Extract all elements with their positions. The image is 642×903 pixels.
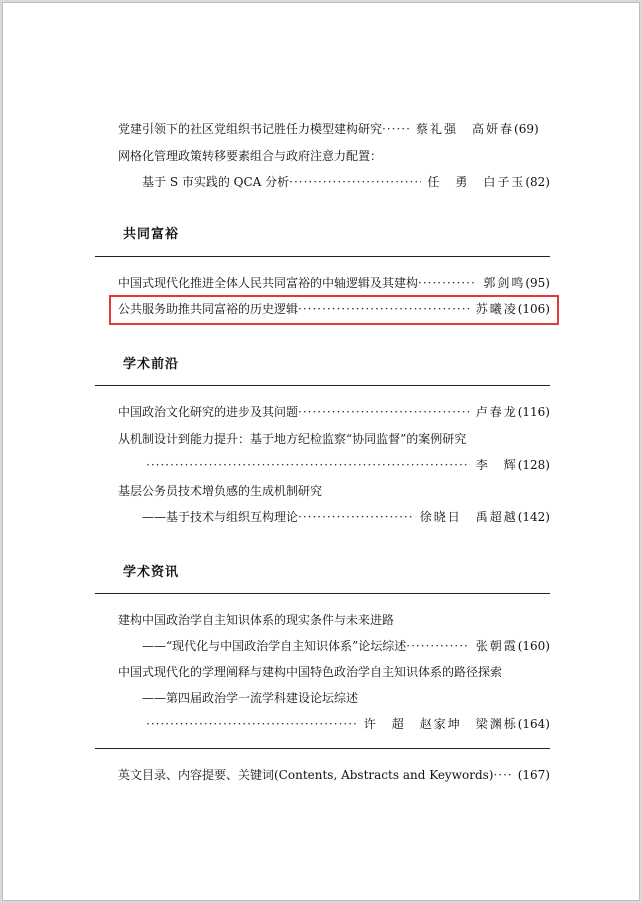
entry-authors: 张朝霞 (475, 639, 518, 653)
leader-dots (298, 404, 470, 420)
highlight-box (109, 295, 559, 325)
entry-page: (142) (517, 510, 550, 524)
toc-entry-subtitle (118, 690, 550, 706)
section-heading: 学术前沿 (123, 357, 180, 372)
entry-page: (116) (517, 405, 550, 419)
entry-page: (160) (517, 639, 550, 653)
entry-title: 公共服务助推共同富裕的历史逻辑 (118, 302, 299, 316)
leader-dots (418, 275, 477, 291)
entry-page: (82) (525, 175, 550, 189)
section-heading: 学术资讯 (123, 565, 180, 580)
toc-entry (118, 767, 550, 783)
entry-page: (167) (517, 768, 550, 782)
leader-dots (382, 121, 410, 137)
section-rule (95, 593, 550, 594)
entry-subtitle: ——“现代化与中国政治学自主知识体系”论坛综述 (142, 639, 407, 653)
entry-subtitle: ——第四届政治学一流学科建设论坛综述 (142, 691, 359, 705)
entry-authors: 许 超 赵家坤 梁渊栎 (363, 717, 518, 731)
toc-entry-title: 网格化管理政策转移要素组合与政府注意力配置： (118, 149, 383, 163)
entry-page: (128) (517, 458, 550, 472)
entry-title: 党建引领下的社区党组织书记胜任力模型建构研究 (118, 122, 383, 136)
entry-authors: 郭剑鸣 (483, 276, 526, 290)
entry-title: 中国式现代化推进全体人民共同富裕的中轴逻辑及其建构 (118, 276, 419, 290)
toc-entry (118, 509, 550, 525)
leader-dots (289, 174, 421, 190)
entry-authors: 李 辉 (475, 458, 518, 472)
entry-authors: 徐晓日 禹超越 (419, 510, 518, 524)
toc-entry-title: 基层公务员技术增负感的生成机制研究 (118, 484, 323, 498)
leader-dots (493, 767, 513, 783)
entry-page: (95) (525, 276, 550, 290)
document-page (2, 2, 640, 901)
entry-title: 英文目录、内容提要、关键词(Contents, Abstracts and Keywords) (118, 768, 494, 782)
toc-entry (118, 716, 550, 732)
toc-entry (118, 174, 550, 190)
leader-dots (146, 716, 358, 732)
entry-title: 中国政治文化研究的进步及其问题 (118, 405, 299, 419)
toc-entry (118, 275, 550, 291)
entry-page: (164) (517, 717, 550, 731)
entry-authors: 苏曦凌 (475, 302, 518, 316)
entry-authors: 蔡礼强 高妍春 (416, 122, 515, 136)
entry-subtitle: 基于 S 市实践的 QCA 分析 (142, 175, 290, 189)
section-rule (95, 256, 550, 257)
leader-dots (146, 457, 470, 473)
entry-page: (106) (517, 302, 550, 316)
section-rule (95, 385, 550, 386)
leader-dots (298, 509, 414, 525)
entry-subtitle: ——基于技术与组织互构理论 (142, 510, 299, 524)
toc-entry-title: 中国式现代化的学理阐释与建构中国特色政治学自主知识体系的路径探索 (118, 665, 503, 679)
leader-dots (406, 638, 469, 654)
section-rule (95, 748, 550, 749)
toc-entry (118, 457, 550, 473)
toc-entry (118, 121, 550, 137)
toc-entry (118, 404, 550, 420)
entry-authors: 卢春龙 (475, 405, 518, 419)
toc-entry-title: 建构中国政治学自主知识体系的现实条件与未来进路 (118, 613, 395, 627)
section-heading: 共同富裕 (123, 227, 180, 242)
toc-entry-title: 从机制设计到能力提升：基于地方纪检监察“协同监督”的案例研究 (118, 432, 467, 446)
entry-authors: 任 勇 白子玉 (427, 175, 526, 189)
toc-entry (118, 638, 550, 654)
entry-page: (69) (514, 122, 539, 136)
